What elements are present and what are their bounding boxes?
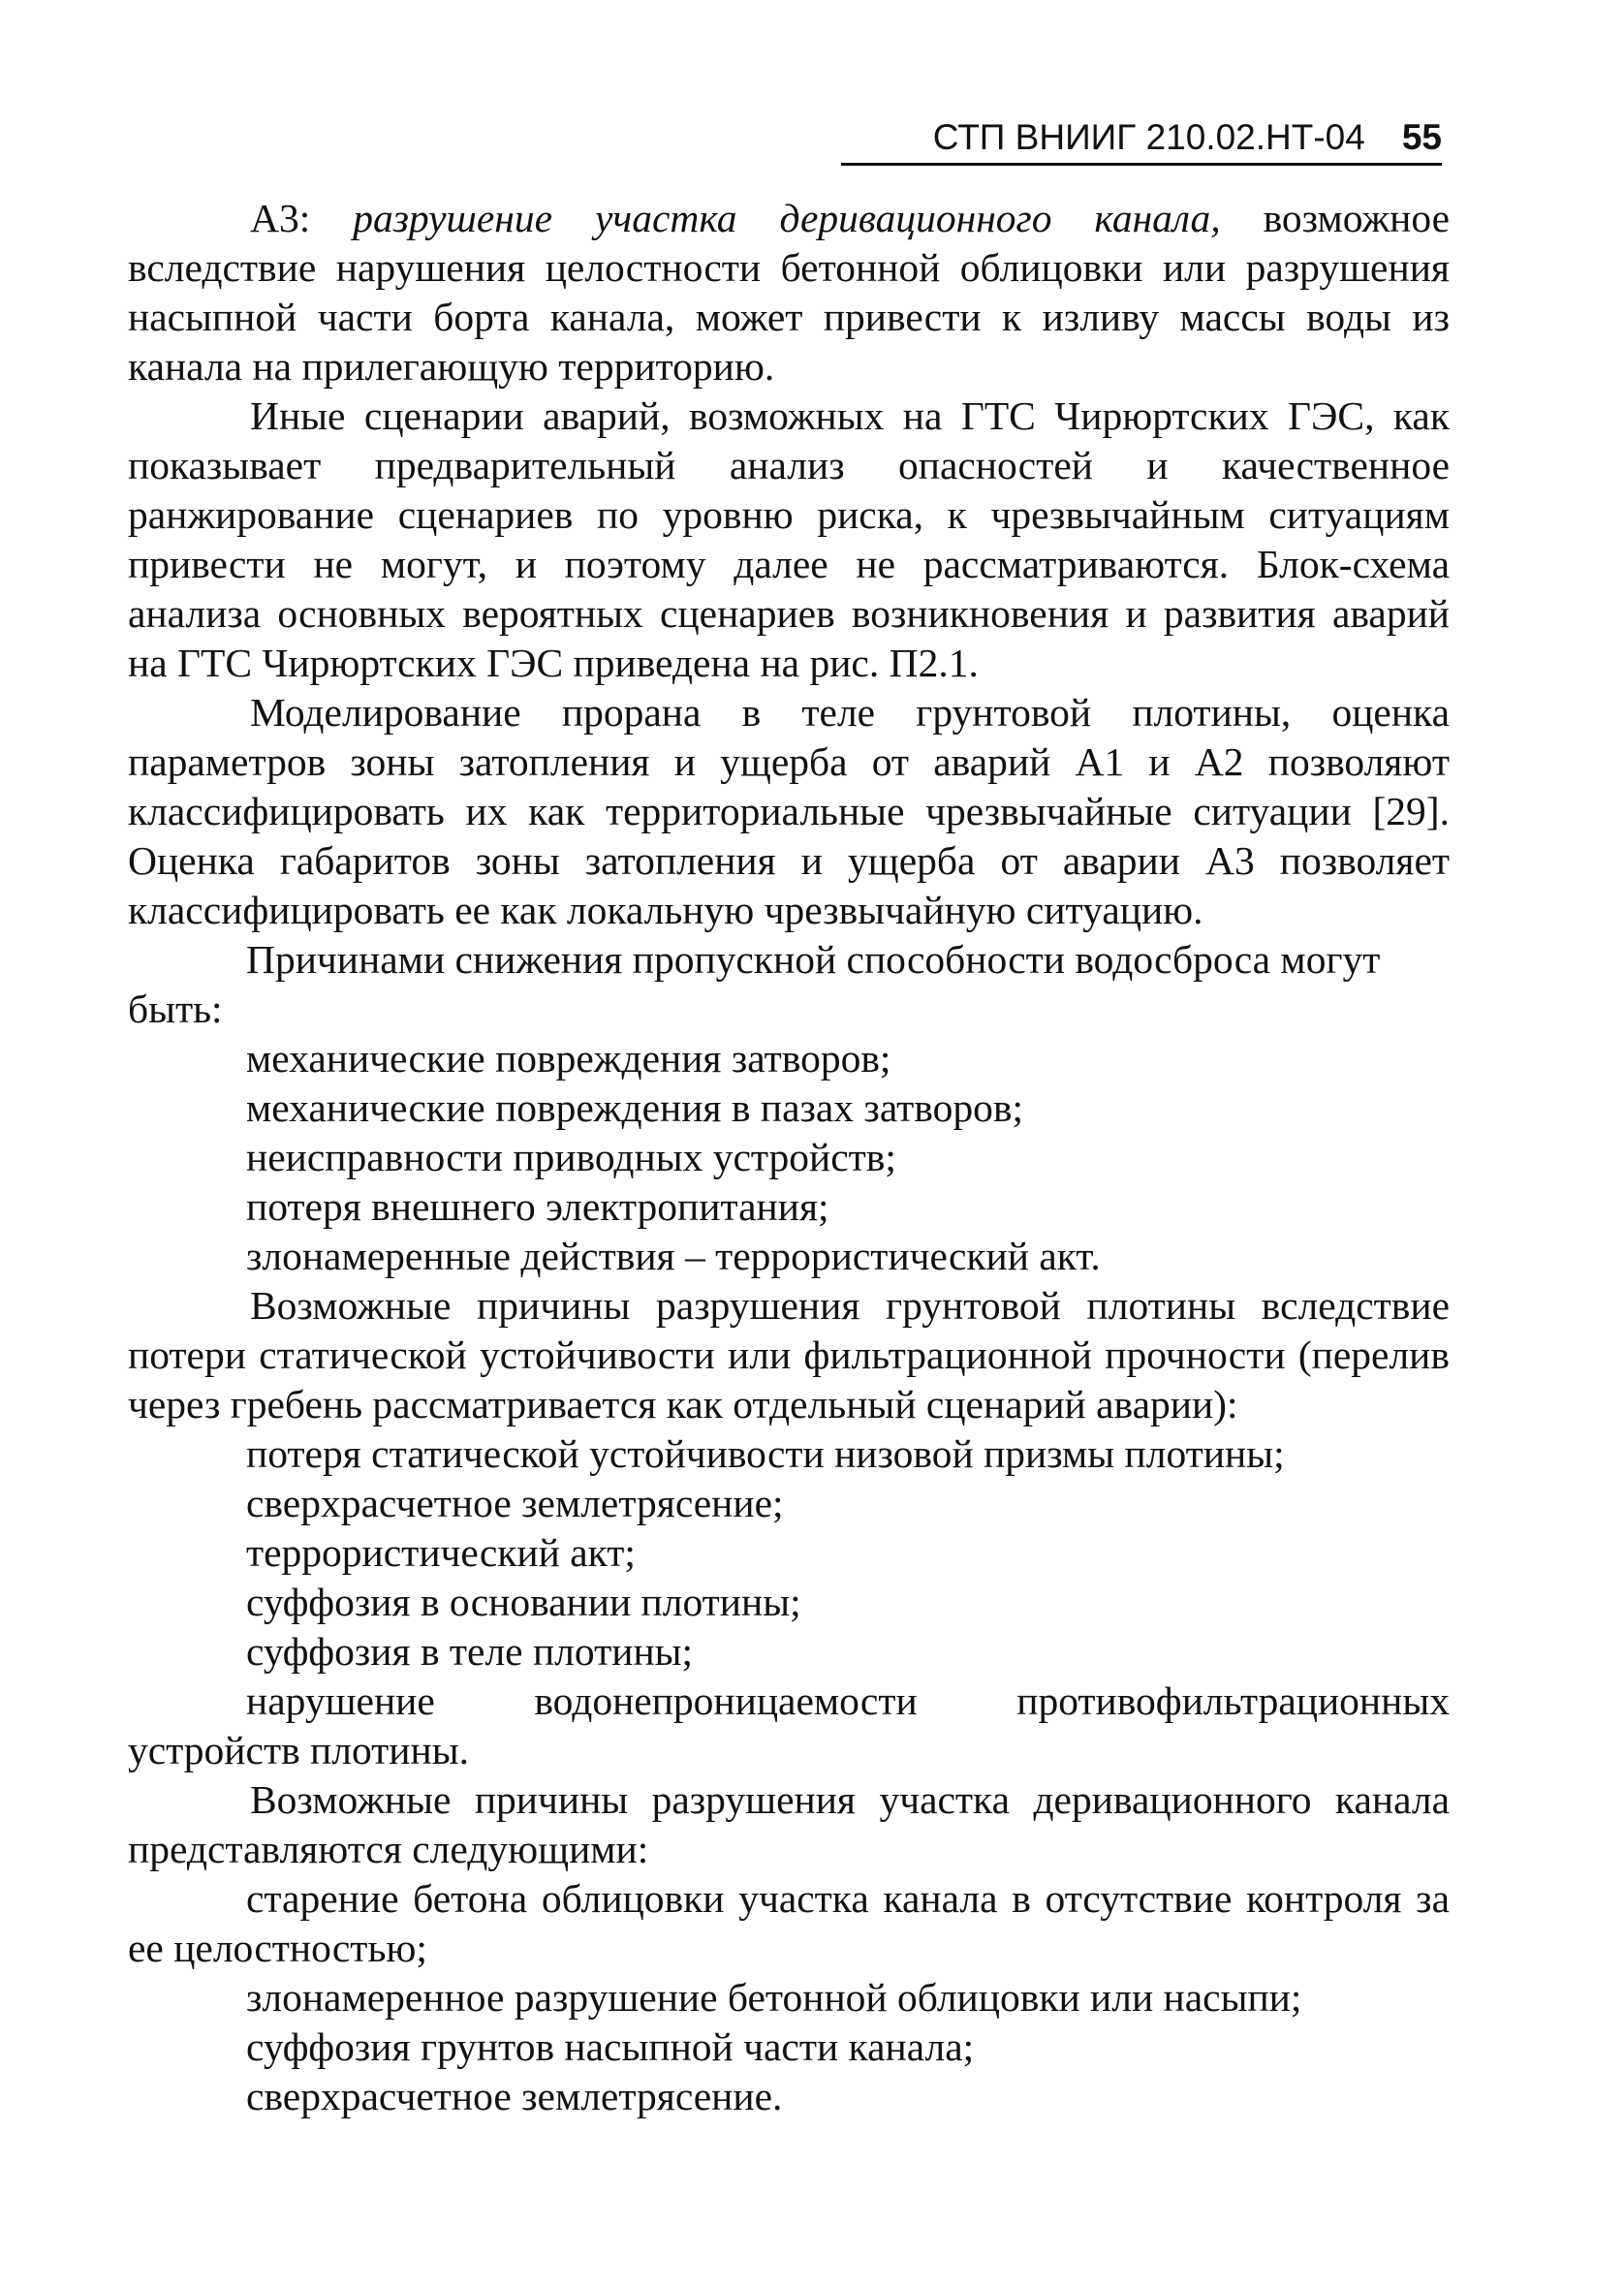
spillway-causes-intro: Причинами снижения пропускной способности водосброса могут быть: <box>128 937 1381 1031</box>
dam-cause-item: суффозия в теле плотины; <box>246 1629 694 1674</box>
page-header <box>841 112 1442 166</box>
dam-cause-item: сверхрасчетное землетрясение; <box>246 1481 784 1525</box>
document-code: СТП ВНИИГ 210.02.НТ-04 <box>932 117 1365 157</box>
a3-term: разрушение участка деривационного канала, <box>353 196 1221 240</box>
spillway-cause-item: механические повреждения в пазах затворов; <box>246 1085 1023 1130</box>
canal-cause-item: сверхрасчетное землетрясение. <box>246 2074 783 2118</box>
page-number: 55 <box>1401 117 1442 157</box>
canal-cause-item: старение бетона облицовки участка канала в отсутствие контроля за ее целостностью; <box>128 1876 1450 1970</box>
a3-description: возможное вследствие нарушения целостности бетонной облицовки или разрушения насыпной части борта канала, может привести к изливу массы воды из канала на прилегающую территорию. <box>128 196 1451 389</box>
dam-cause-item: террористический акт; <box>246 1530 636 1575</box>
paragraph-other-scenarios: Иные сценарии аварий, возможных на ГТС Чирюртских ГЭС, как показывает предварительный анализ опасностей и качественное ранжирование сценариев по уровню риска, к чрезвычайным ситуациям привести не могут, и поэтому далее не рассматриваются. Блок-схема анализа основных вероятных сценариев возникновения и развития аварий на ГТС Чирюртских ГЭС приведена на рис. П2.1. <box>128 393 1450 685</box>
paragraph-a3 <box>128 194 1450 392</box>
canal-cause-item: злонамеренное разрушение бетонной облицовки или насыпи; <box>246 1975 1302 2020</box>
canal-causes-intro: Возможные причины разрушения участка деривационного канала представляются следующими: <box>128 1777 1450 1871</box>
spillway-cause-item: неисправности приводных устройств; <box>246 1135 896 1179</box>
a3-lead: А3: <box>250 196 354 240</box>
dam-cause-item: потеря статической устойчивости низовой призмы плотины; <box>246 1431 1285 1476</box>
dam-cause-item: нарушение водонепроницаемости противофильтрационных устройств плотины. <box>128 1678 1450 1772</box>
page-body <box>128 194 1450 2121</box>
dam-causes-intro: Возможные причины разрушения грунтовой плотины вследствие потери статической устойчивости или фильтрационной прочности (перелив через гребень рассматривается как отдельный сценарий аварии): <box>128 1283 1450 1427</box>
canal-cause-item: суффозия грунтов насыпной части канала; <box>246 2024 975 2069</box>
spillway-cause-item: потеря внешнего электропитания; <box>246 1184 829 1229</box>
paragraph-modeling: Моделирование прорана в теле грунтовой плотины, оценка параметров зоны затопления и ущерба от аварий А1 и А2 позволяют классифицировать их как территориальные чрезвычайные ситуации [29]. Оценка габаритов зоны затопления и ущерба от аварии А3 позволяет классифицировать ее как локальную чрезвычайную ситуацию. <box>128 690 1450 932</box>
dam-cause-item: суффозия в основании плотины; <box>246 1580 801 1624</box>
spillway-cause-item: механические повреждения затворов; <box>246 1036 891 1081</box>
spillway-cause-item: злонамеренные действия – террористический акт. <box>246 1234 1101 1278</box>
